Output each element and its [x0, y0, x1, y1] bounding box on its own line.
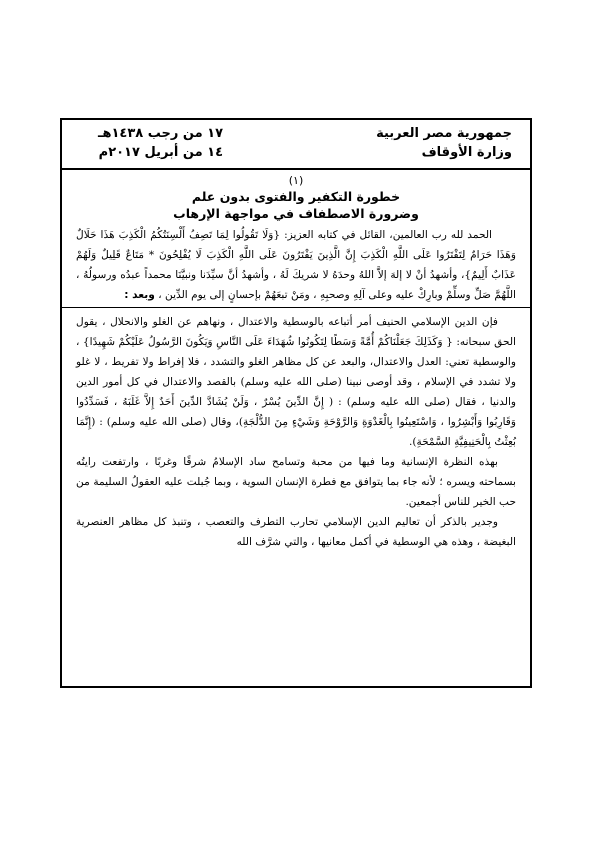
document-header — [62, 120, 530, 170]
issuer-block — [376, 124, 512, 162]
hijri-date: ١٧ من رجب ١٤٣٨هـ — [98, 126, 224, 141]
intro-paragraph — [76, 225, 516, 305]
sermon-number: (١) — [288, 174, 304, 187]
paragraph-extremism: وجدير بالذكر أن تعاليم الدين الإسلامي تحارب التطرف والتعصب ، وتنبذ كل مظاهر العنصرية البغيضة ، وهذه هي الوسطية في أكمل معانيها ، والتي شرَّف الله — [76, 516, 516, 548]
wabaad-label: وبعد : — [124, 289, 155, 301]
sermon-body — [62, 170, 530, 686]
title-line-2: وضرورة الاصطفاف في مواجهة الإرهاب — [173, 206, 419, 221]
date-block — [98, 124, 223, 162]
country-name: جمهورية مصر العربية — [376, 126, 512, 141]
paragraph-wasatiyya: فإن الدين الإسلامي الحنيف أمر أتباعه بالوسطية والاعتدال ، ونهاهم عن الغلو والانحلال ، يقول الحق سبحانه: { وَكَذَلِكَ جَعَلْنَاكُمْ أُمَّةً وَسَطًا لِتَكُونُوا شُهَدَاءَ عَلَى النَّاسِ وَيَكُونَ الرَّسُولُ عَلَيْكُمْ شَهِيدًا} ، والوسطية تعني: العدل والاعتدال، والبعد عن كل مظاهر الغلو والتشدد ، فلا إفراط ولا تفريط ، لا غلو ولا تشدد في الإسلام ، وقد أوصى نبينا (صلى الله عليه وسلم) بالقصد والاعتدال في كل أمور الدين والدنيا ، فقال (صلى الله عليه وسلم) : ( إِنَّ الدِّينَ يُسْرٌ ، وَلَنْ يُشَادَّ الدِّينَ أَحَدٌ إِلاَّ غَلَبَهُ ، فَسَدِّدُوا وَقَارِبُوا وَأَبْشِرُوا ، وَاسْتَعِينُوا بِالْغَدْوَةِ وَالرَّوْحَةِ وَشَيْءٍ مِنَ الدُّلْجَةِ)، وقال (صلى الله عليه وسلم) : (إِنَّمَا بُعِثْتُ بِالْحَنِيفِيَّةِ السَّمْحَةِ). — [76, 316, 516, 448]
gregorian-date: ١٤ من أبريل ٢٠١٧م — [98, 145, 224, 160]
ministry-name: وزارة الأوقاف — [421, 145, 512, 160]
document-frame — [60, 118, 532, 688]
paragraph-humanity: بهذه النظرة الإنسانية وما فيها من محبة وتسامح ساد الإسلامُ شرقًا وغربًا ، وارتفعت رايتُه بسماحته ويسره ؛ لأنه جاء بما يتوافق مع فطرة الإنسان السوية ، وبما جُبلت عليه العقولُ السليمة من حب الخير للناس أجمعين. — [76, 456, 516, 508]
section-divider — [62, 307, 530, 308]
title-line-1: خطورة التكفير والفتوى بدون علم — [191, 189, 401, 204]
intro-text: الحمد لله رب العالمين، القائل في كتابه العزيز: {وَلَا تَقُولُوا لِمَا تَصِفُ أَلْسِنَتُكُمُ الْكَذِبَ هَذَا حَلَالٌ وَهَذَا حَرَامٌ لِتَفْتَرُوا عَلَى اللَّهِ الْكَذِبَ إِنَّ الَّذِينَ يَفْتَرُونَ عَلَى اللَّهِ الْكَذِبَ لَا يُفْلِحُونَ * مَتَاعٌ قَلِيلٌ وَلَهُمْ عَذَابٌ أَلِيمٌ}، وأشهدُ أنْ لا إلهَ إلاَّ اللهُ وحدَهُ لا شريكَ لَهُ ، وأشهدُ أنَّ سيِّدَنا ونبيَّنَا محمداً عبدُه ورسولُهُ ، اللَّهُمَّ صَلِّ وسلِّمْ وبارِكْ عليه وعلى آلِهِ وصحبِهِ ، ومَنْ تبعَهُمْ بإحسانٍ إلى يوم الدِّين ، — [76, 229, 516, 301]
